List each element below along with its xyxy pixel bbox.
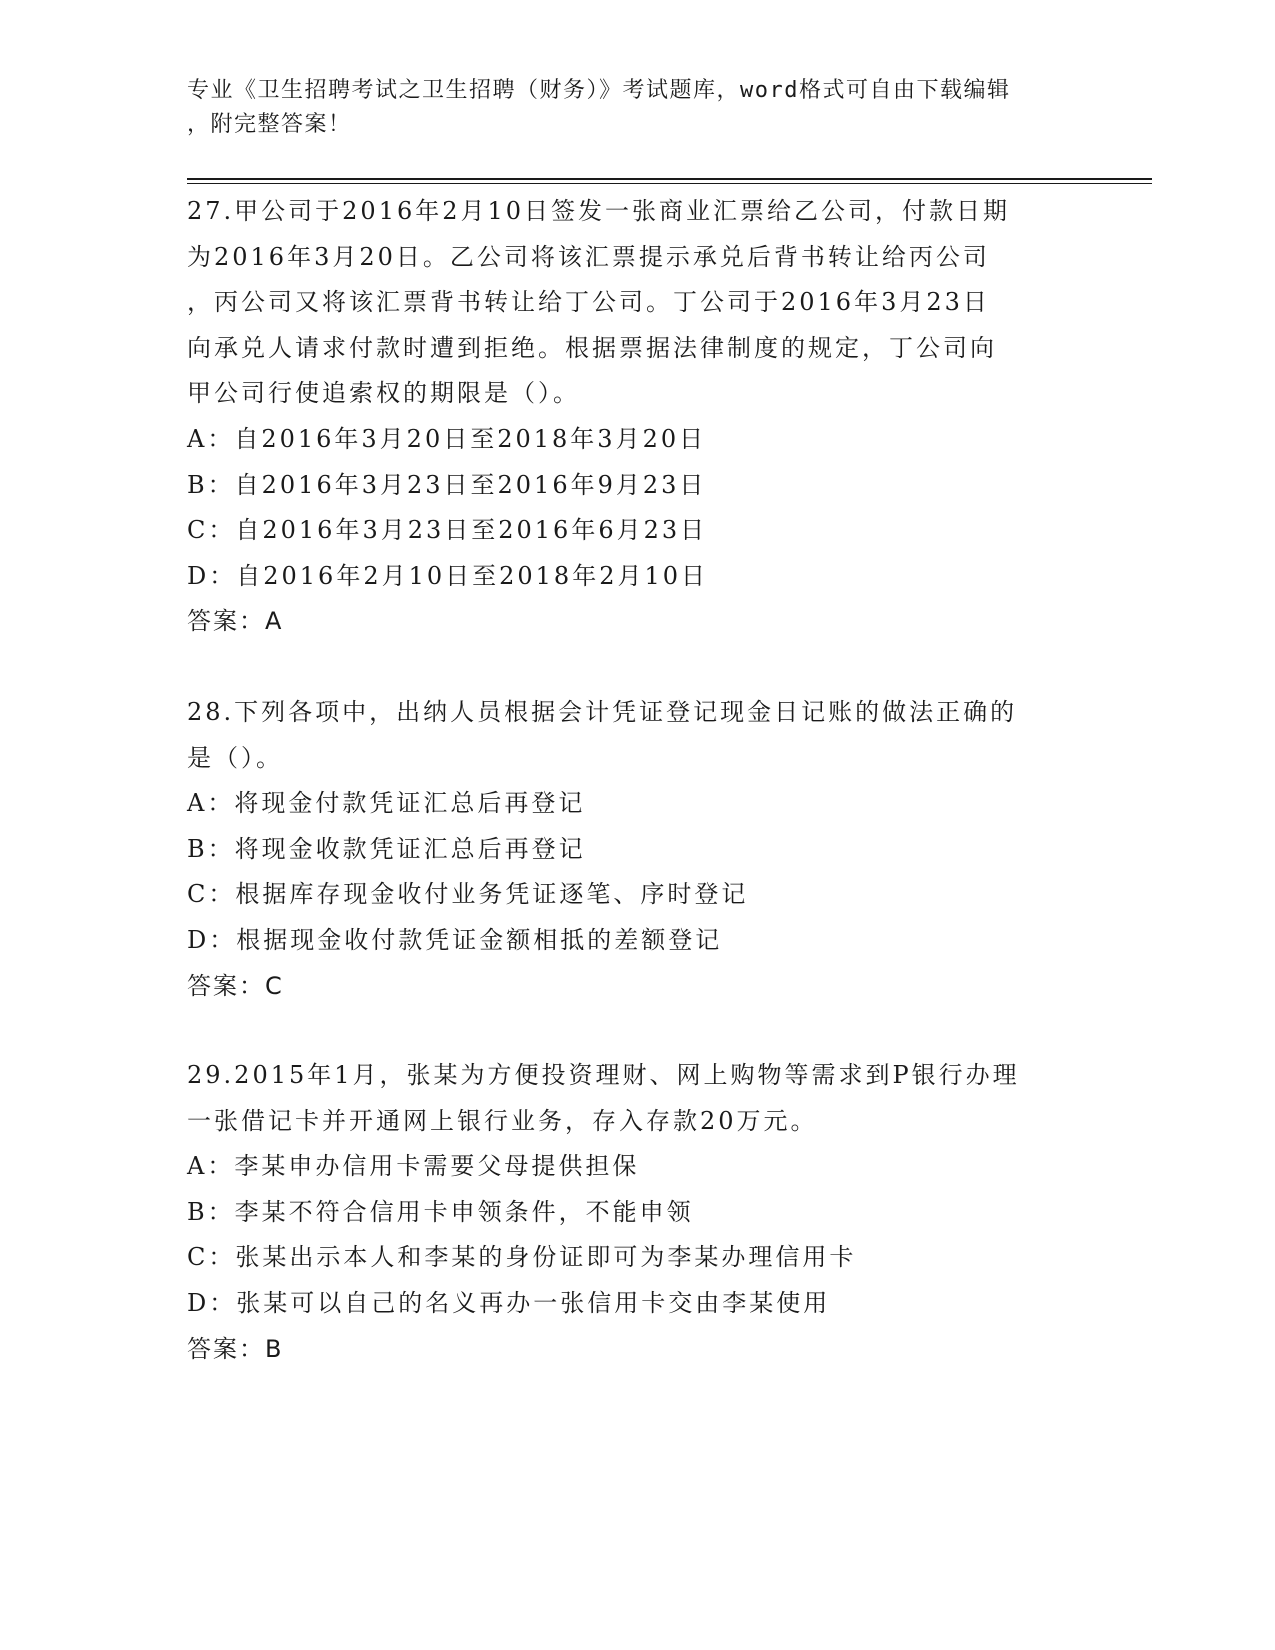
question-stem-line: 一张借记卡并开通网上银行业务，存入存款20万元。 [187, 1106, 818, 1135]
question-stem-line: 甲公司行使追索权的期限是（）。 [187, 379, 580, 408]
header-line-2: ，附完整答案！ [187, 112, 352, 137]
question-28 [187, 690, 1087, 1009]
option-b: B：将现金收款凭证汇总后再登记 [187, 834, 586, 863]
option-a: A：将现金付款凭证汇总后再登记 [187, 789, 586, 818]
option-d: D：自2016年2月10日至2018年2月10日 [187, 561, 709, 590]
option-b: B：自2016年3月23日至2016年9月23日 [187, 470, 707, 499]
question-stem-line: 27.甲公司于2016年2月10日签发一张商业汇票给乙公司，付款日期 [187, 197, 1011, 225]
question-stem-line: 29.2015年1月，张某为方便投资理财、网上购物等需求到P银行办理 [187, 1061, 1020, 1089]
option-c: C：根据库存现金收付业务凭证逐笔、序时登记 [187, 880, 749, 909]
option-c: C：自2016年3月23日至2016年6月23日 [187, 516, 708, 545]
question-stem-line: 28.下列各项中，出纳人员根据会计凭证登记现金日记账的做法正确的 [187, 698, 1018, 726]
page-header [187, 74, 1067, 142]
option-d: D：根据现金收付款凭证金额相抵的差额登记 [187, 925, 723, 954]
question-stem-line: 为2016年3月20日。乙公司将该汇票提示承兑后背书转让给丙公司 [187, 242, 990, 271]
option-c: C：张某出示本人和李某的身份证即可为李某办理信用卡 [187, 1243, 857, 1272]
option-d: D：张某可以自己的名义再办一张信用卡交由李某使用 [187, 1288, 831, 1317]
question-stem-line: 是（）。 [187, 743, 283, 772]
answer-label: 答案：A [187, 607, 284, 636]
header-divider-thin [187, 183, 1152, 184]
option-a: A：自2016年3月20日至2018年3月20日 [187, 424, 707, 453]
question-29 [187, 1053, 1087, 1372]
option-b: B：李某不符合信用卡申领条件，不能申领 [187, 1197, 694, 1226]
option-a: A：李某申办信用卡需要父母提供担保 [187, 1152, 640, 1181]
question-stem-line: ，丙公司又将该汇票背书转让给丁公司。丁公司于2016年3月23日 [187, 288, 990, 317]
answer-label: 答案：C [187, 971, 284, 1000]
header-divider-thick [187, 178, 1152, 180]
answer-label: 答案：B [187, 1334, 284, 1363]
question-stem-line: 向承兑人请求付款时遭到拒绝。根据票据法律制度的规定，丁公司向 [187, 333, 997, 362]
question-27 [187, 189, 1087, 645]
header-line-1: 专业《卫生招聘考试之卫生招聘（财务）》考试题库，word格式可自由下载编辑 [187, 78, 1011, 103]
